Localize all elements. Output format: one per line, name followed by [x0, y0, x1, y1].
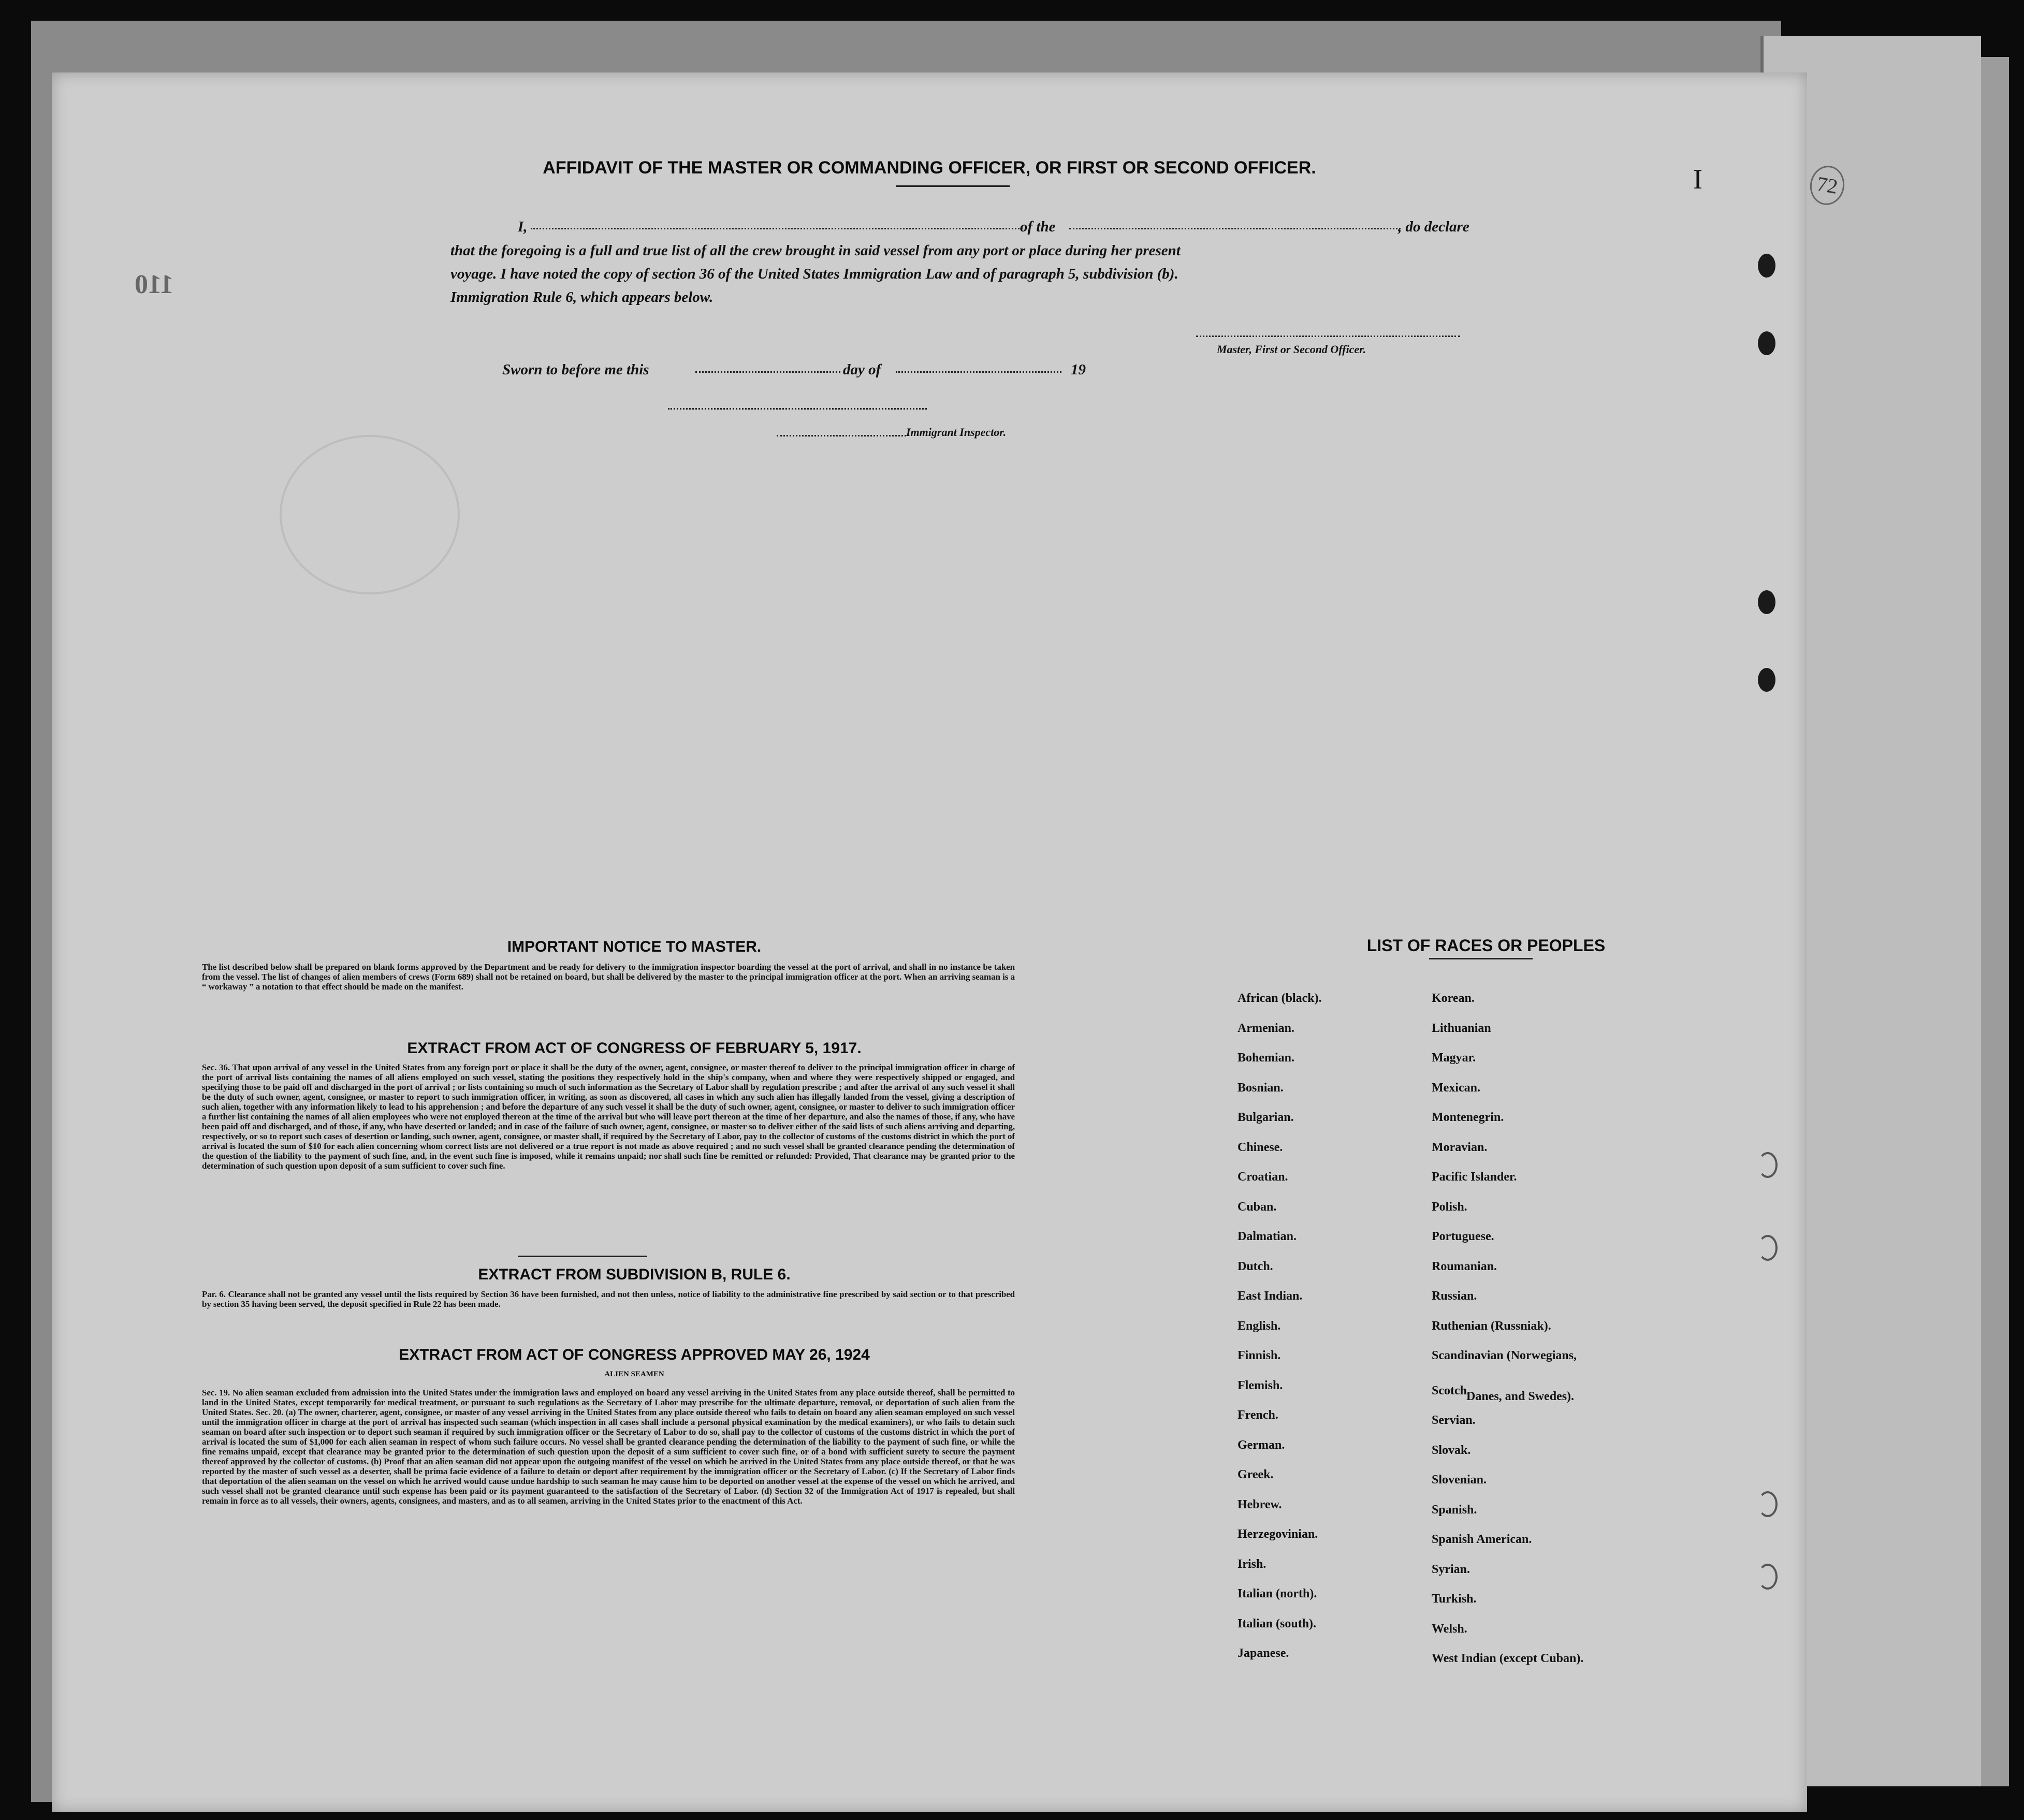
race-item: Herzegovinian.: [1237, 1527, 1318, 1541]
race-item: Slovak.: [1432, 1443, 1471, 1457]
races-title: LIST OF RACES OR PEOPLES: [1366, 936, 1606, 955]
race-item: French.: [1237, 1408, 1278, 1422]
affidavit-line: that the foregoing is a full and true list of all the crew brought in said vessel from any port or place during her present: [450, 242, 1181, 259]
race-item: Turkish.: [1432, 1592, 1477, 1606]
race-item: East Indian.: [1237, 1289, 1303, 1303]
binding-hole: [1758, 1152, 1778, 1178]
race-item: Japanese.: [1237, 1647, 1289, 1660]
vessel-blank: [1069, 228, 1401, 229]
day-of-label: day of: [843, 361, 881, 378]
race-item: Irish.: [1237, 1557, 1266, 1571]
binding-hole: [1758, 254, 1775, 278]
race-item: Croatian.: [1237, 1170, 1288, 1184]
affidavit-declare: , do declare: [1398, 219, 1469, 235]
master-signature-line: [1196, 336, 1460, 337]
divider: [1429, 958, 1533, 959]
affidavit-i: I,: [518, 219, 528, 235]
margin-number: 110: [135, 270, 174, 299]
faded-stamp: [280, 435, 460, 594]
subdivision-body: Par. 6. Clearance shall not be granted any vessel until the lists required by Section 36 have been furnished, and not then unless, notice of liability to the administrative fine prescribed by said section or to that prescribed by section 35 having been served, the deposit specified in Rule 22 has been made.: [202, 1289, 1015, 1309]
extract-1924-subtitle: ALIEN SEAMEN: [604, 1370, 664, 1378]
race-item: Roumanian.: [1432, 1259, 1497, 1273]
extract-1924-body: Sec. 19. No alien seaman excluded from admission into the United States under the immigration laws and employed on board any vessel arriving in the United States from any place outside thereof, shall be permitted to land in the United States, except temporarily for medical treatment, or pursuant to such regulations as the Secretary of Labor may prescribe for the ultimate departure, removal, or deportation of such alien from the United States. Sec. 20. (a) The owner, charterer, agent, consignee, or master of any vessel arriving in the United States from any place outside thereof who fails to detain on board any alien seaman employed on such vessel until the immigration officer in charge at the port of arrival has inspected such seaman (which inspection in all cases shall include a personal physical examination by the medical examiners), or who fails to detain such seaman on board after such inspection or to deport such seaman if required by such immigration officer or the Secretary of Labor to do so, shall pay to the collector of customs of the customs district in which the port of arrival is located the sum of $1,000 for each alien seaman in respect of whom such failure occurs. No vessel shall be granted clearance pending the determination of the liability to the payment of such fine, or while the fine remains unpaid, except that clearance may be granted prior to the determination of such question upon the deposit of a sum sufficient to cover such fine, or of a bond with sufficient surety to secure the payment thereof approved by the collector of customs. (b) Proof that an alien seaman did not appear upon the outgoing manifest of the vessel on which he arrived in the United States from any place outside thereof, or that he was reported by the master of such vessel as a deserter, shall be prima facie evidence of a failure to detain or deport after requirement by the immigration officer or the Secretary of Labor. (c) If the Secretary of Labor finds that deportation of the alien seaman on the vessel on which he arrived would cause undue hardship to such seaman he may cause him to be deported on another vessel at the expense of the vessel on which he arrived, and such vessel shall not be granted clearance until such expense has been paid or its payment guaranteed to the satisfaction of the Secretary of Labor. (d) Section 32 of the Immigration Act of 1917 is repealed, but shall remain in force as to all vessels, their owners, agents, consignees, and masters, and as to all seamen, arriving in the United States prior to the enactment of this Act.: [202, 1388, 1015, 1506]
race-item: African (black).: [1237, 992, 1322, 1005]
race-item: Hebrew.: [1237, 1497, 1282, 1511]
race-item: Danes, and Swedes).: [1466, 1390, 1575, 1403]
binding-hole: [1758, 1491, 1778, 1517]
race-item: Montenegrin.: [1432, 1111, 1504, 1124]
master-signature-label: Master, First or Second Officer.: [1217, 343, 1366, 356]
race-item: Polish.: [1432, 1200, 1467, 1214]
divider: [896, 185, 1010, 187]
day-blank: [695, 371, 840, 373]
binding-hole: [1758, 331, 1775, 355]
binding-hole: [1758, 590, 1775, 614]
race-item: Mexican.: [1432, 1081, 1480, 1095]
inspector-line-short: [777, 435, 906, 436]
notice-title: IMPORTANT NOTICE TO MASTER.: [507, 938, 762, 955]
subdivision-title: EXTRACT FROM SUBDIVISION B, RULE 6.: [478, 1266, 791, 1283]
race-item: Finnish.: [1237, 1349, 1281, 1362]
race-item: Chinese.: [1237, 1140, 1283, 1154]
race-item: Greek.: [1237, 1468, 1274, 1481]
margin-mark: I: [1693, 164, 1702, 195]
race-item: Dutch.: [1237, 1259, 1273, 1273]
race-item: Scotch.: [1432, 1384, 1470, 1397]
race-item: Pacific Islander.: [1432, 1170, 1517, 1184]
month-blank: [896, 371, 1061, 373]
notice-body: The list described below shall be prepared on blank forms approved by the Department and be ready for delivery to the immigration inspector boarding the vessel at the port of arrival, and shall in no instance be taken from the vessel. The list of changes of alien members of crews (Form 689) shall not be retained on board, but shall be delivered by the master to the principal immigration officer at the port. When an arriving seaman is a “ workaway ” a notation to that effect should be made on the manifest.: [202, 962, 1015, 992]
race-item: Korean.: [1432, 992, 1475, 1005]
race-item: Bosnian.: [1237, 1081, 1284, 1095]
inspector-label: Immigrant Inspector.: [906, 426, 1007, 439]
race-item: Syrian.: [1432, 1562, 1470, 1576]
extract-1924-title: EXTRACT FROM ACT OF CONGRESS APPROVED MAY 26, 1924: [399, 1346, 870, 1363]
race-item: West Indian (except Cuban).: [1432, 1652, 1584, 1665]
race-item: Armenian.: [1237, 1021, 1294, 1035]
race-item: Servian.: [1432, 1414, 1476, 1427]
race-item: Russian.: [1432, 1289, 1477, 1303]
race-item: Flemish.: [1237, 1378, 1283, 1392]
name-blank: [531, 228, 1023, 229]
affidavit-line: Immigration Rule 6, which appears below.: [450, 289, 714, 305]
affidavit-line: voyage. I have noted the copy of section 36 of the United States Immigration Law and of paragraph 5, subdivision (b).: [450, 266, 1178, 282]
extract-1917-title: EXTRACT FROM ACT OF CONGRESS OF FEBRUARY 5, 1917.: [407, 1040, 862, 1057]
race-item: Dalmatian.: [1237, 1230, 1297, 1243]
race-item: English.: [1237, 1319, 1281, 1333]
divider: [518, 1256, 647, 1257]
race-item: Welsh.: [1432, 1622, 1467, 1636]
page-number: 72: [1815, 171, 1840, 199]
extract-1917-body: Sec. 36. That upon arrival of any vessel in the United States from any foreign port or place it shall be the duty of the owner, agent, consignee, or master thereof to deliver to the principal immigration officer in charge of the port of arrival lists containing the names of all aliens employed on such vessel, stating the positions they respectively hold in the ship's company, when and where they were respectively shipped or engaged, and specifying those to be paid off and discharged in the port of arrival ; or lists containing so much of such information as the Secretary of Labor shall by regulation prescribe ; and after the arrival of any such vessel it shall be the duty of such owner, agent, consignee, or master to report to such immigration officer, in writing, as soon as discovered, all cases in which any such alien has illegally landed from the vessel, giving a description of such alien, together with any information likely to lead to his apprehension ; and before the departure of any such vessel it shall be the duty of such owner, agent, consignee, or master to deliver to such immigration officer a further list containing the names of all alien employees who were not employed thereon at the time of the arrival but who will leave port thereon at the time of her departure, and also the names of those, if any, who have been paid off and discharged, and of those, if any, who have deserted or landed; and in case of the failure of such owner, agent, consignee, or master so to deliver either of the said lists of such aliens arriving and departing, respectively, or so to report such cases of desertion or landing, such owner, agent, consignee, or master shall, if required by the Secretary of Labor, pay to the collector of customs of the customs district in which the port of arrival is located the sum of $10 for each alien concerning whom correct lists are not delivered or a true report is not made as above required ; and no such vessel shall be granted clearance pending the determination of the question of the liability to the payment of such fine, and, in the event such fine is imposed, while it remains unpaid; nor shall such fine be remitted or refunded: Provided, That clearance may be granted prior to the determination of such question upon deposit of a sum sufficient to cover such fine.: [202, 1062, 1015, 1171]
inspector-line: [668, 408, 927, 410]
race-item: Ruthenian (Russniak).: [1432, 1319, 1551, 1333]
affidavit-of-the: of the: [1020, 219, 1056, 235]
race-item: Spanish.: [1432, 1503, 1477, 1517]
race-item: Italian (north).: [1237, 1587, 1317, 1600]
race-item: German.: [1237, 1438, 1285, 1452]
binding-hole: [1758, 1235, 1778, 1261]
race-item: Spanish American.: [1432, 1533, 1532, 1546]
sworn-label: Sworn to before me this: [502, 361, 649, 378]
page-number-circle: [1807, 163, 1847, 208]
affidavit-title: AFFIDAVIT OF THE MASTER OR COMMANDING OFFICER, OR FIRST OR SECOND OFFICER.: [543, 158, 1316, 178]
race-item: Magyar.: [1432, 1051, 1476, 1065]
race-item: Italian (south).: [1237, 1617, 1317, 1630]
race-item: Bulgarian.: [1237, 1111, 1294, 1124]
binding-hole: [1758, 668, 1775, 692]
binding-hole: [1758, 1564, 1778, 1590]
document-page: [52, 72, 1807, 1812]
race-item: Moravian.: [1432, 1140, 1488, 1154]
race-item: Lithuanian: [1432, 1021, 1491, 1035]
year-label: 19: [1071, 361, 1086, 378]
race-item: Portuguese.: [1432, 1230, 1494, 1243]
race-item: Bohemian.: [1237, 1051, 1295, 1065]
race-item: Cuban.: [1237, 1200, 1277, 1214]
race-item: Slovenian.: [1432, 1473, 1487, 1487]
race-item: Scandinavian (Norwegians,: [1432, 1349, 1577, 1362]
